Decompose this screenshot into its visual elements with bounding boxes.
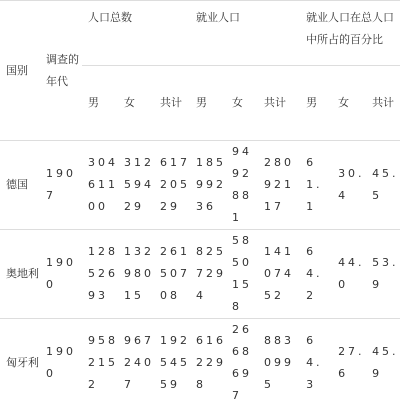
header-country: 国别 [0, 1, 40, 141]
cell-emp-male: 18599236 [190, 141, 226, 230]
cell-year: 1907 [40, 141, 82, 230]
cell-emp-female: 9492881 [226, 141, 258, 230]
cell-pop-male: 9582152 [82, 319, 118, 405]
cell-pct-male: 64.2 [300, 230, 332, 319]
cell-emp-female: 5850158 [226, 230, 258, 319]
header-percent: 就业人口在总人口中所占的百分比 [300, 1, 400, 66]
header-emp-male: 男 [190, 66, 226, 141]
cell-pop-female: 31259429 [118, 141, 154, 230]
header-row-1 [0, 1, 400, 66]
header-emp-total: 共计 [258, 66, 300, 141]
cell-year: 1900 [40, 319, 82, 405]
header-employed: 就业人口 [190, 1, 300, 66]
cell-pct-male: 64.3 [300, 319, 332, 405]
table-row [0, 230, 400, 319]
cell-emp-total: 14107452 [258, 230, 300, 319]
cell-pop-total: 61720529 [154, 141, 190, 230]
cell-pct-male: 61.1 [300, 141, 332, 230]
cell-pct-total: 53.9 [366, 230, 400, 319]
cell-pop-female: 9672407 [118, 319, 154, 405]
cell-country: 德国 [0, 141, 40, 230]
header-pct-female: 女 [332, 66, 366, 141]
cell-country: 匈牙利 [0, 319, 40, 405]
header-pct-male: 男 [300, 66, 332, 141]
cell-country: 奥地利 [0, 230, 40, 319]
header-population: 人口总数 [82, 1, 190, 66]
cell-emp-female: 2668697 [226, 319, 258, 405]
cell-pct-female: 27.6 [332, 319, 366, 405]
header-emp-female: 女 [226, 66, 258, 141]
cell-pop-male: 30461100 [82, 141, 118, 230]
table-row [0, 141, 400, 230]
cell-pop-total: 26150708 [154, 230, 190, 319]
cell-pct-total: 45.5 [366, 141, 400, 230]
cell-pop-total: 19254559 [154, 319, 190, 405]
cell-pop-male: 12852693 [82, 230, 118, 319]
header-pop-total: 共计 [154, 66, 190, 141]
cell-emp-total: 8830995 [258, 319, 300, 405]
cell-emp-total: 28092117 [258, 141, 300, 230]
cell-pct-female: 44.0 [332, 230, 366, 319]
table-row [0, 319, 400, 405]
header-pop-female: 女 [118, 66, 154, 141]
header-survey-year: 调查的年代 [40, 1, 82, 141]
cell-pct-total: 45.9 [366, 319, 400, 405]
cell-emp-male: 8257294 [190, 230, 226, 319]
header-pop-male: 男 [82, 66, 118, 141]
header-pct-total: 共计 [366, 66, 400, 141]
cell-pct-female: 30.4 [332, 141, 366, 230]
cell-emp-male: 6162298 [190, 319, 226, 405]
cell-year: 1900 [40, 230, 82, 319]
cell-pop-female: 13298015 [118, 230, 154, 319]
